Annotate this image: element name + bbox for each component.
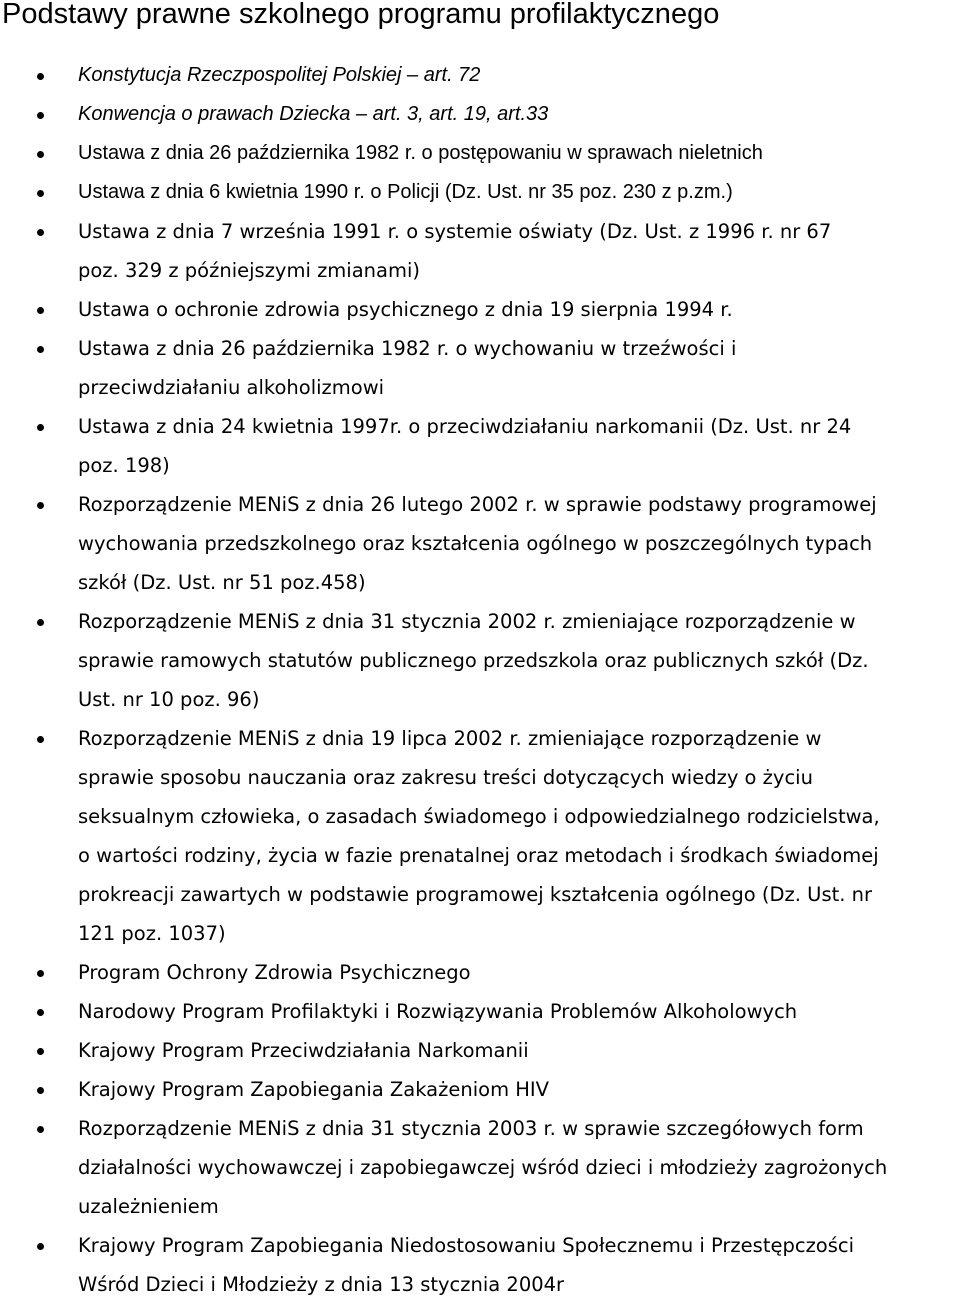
list-item-line: Ustawa z dnia 7 września 1991 r. o systemie oświaty (Dz. Ust. z 1996 r. nr 67 [78,220,832,243]
list-item [0,1070,960,1109]
list-item-line: Ustawa z dnia 24 kwietnia 1997r. o przeciwdziałaniu narkomanii (Dz. Ust. nr 24 [78,415,852,438]
bullet-icon [37,1243,44,1250]
list-item-line: Program Ochrony Zdrowia Psychicznego [78,961,471,984]
list-item [0,56,960,95]
bullet-icon [37,1087,44,1094]
list-item-line: przeciwdziałaniu alkoholizmowi [78,376,385,399]
bullet-icon [37,970,44,977]
bullet-icon [37,307,44,314]
list-item-line: Narodowy Program Profilaktyki i Rozwiązywania Problemów Alkoholowych [78,1000,798,1023]
bullet-icon [37,190,44,197]
list-item-line: seksualnym człowieka, o zasadach świadomego i odpowiedzialnego rodzicielstwa, [78,805,880,828]
bullet-icon [37,151,44,158]
list-item-line: poz. 329 z późniejszymi zmianami) [78,259,421,282]
list-item-line: Krajowy Program Przeciwdziałania Narkomanii [78,1039,529,1062]
bullet-icon [37,736,44,743]
list-item-line: Konstytucja Rzeczpospolitej Polskiej – art. 72 [78,64,481,86]
list-item-line: Rozporządzenie MENiS z dnia 31 stycznia 2003 r. w sprawie szczegółowych form [78,1117,864,1140]
bullet-icon [37,1009,44,1016]
list-item [0,407,960,485]
bullet-icon [37,73,44,80]
list-item [0,290,960,329]
list-item-line: szkół (Dz. Ust. nr 51 poz.458) [78,571,366,594]
list-item-line: sprawie ramowych statutów publicznego przedszkola oraz publicznych szkół (Dz. [78,649,869,672]
list-item [0,485,960,602]
list-item-line: Ustawa o ochronie zdrowia psychicznego z dnia 19 sierpnia 1994 r. [78,298,733,321]
list-item [0,719,960,953]
list-item [0,1109,960,1226]
list-item-line: poz. 198) [78,454,170,477]
list-item-line: Konwencja o prawach Dziecka – art. 3, art. 19, art.33 [78,103,549,125]
list-item-line: uzależnieniem [78,1195,219,1218]
list-item [0,134,960,173]
list-item [0,602,960,719]
bullet-icon [37,1126,44,1133]
list-item-line: działalności wychowawczej i zapobiegawczej wśród dzieci i młodzieży zagrożonych [78,1156,888,1179]
list-item-line: Ustawa z dnia 26 października 1982 r. o wychowaniu w trzeźwości i [78,337,737,360]
list-item-line: Krajowy Program Zapobiegania Niedostosowaniu Społecznemu i Przestępczości [78,1234,855,1257]
bullet-icon [37,112,44,119]
list-item [0,212,960,290]
list-item [0,329,960,407]
list-item-line: Krajowy Program Zapobiegania Zakażeniom HIV [78,1078,550,1101]
list-item [0,1226,960,1304]
list-item [0,173,960,212]
bullet-icon [37,619,44,626]
list-item-line: Ust. nr 10 poz. 96) [78,688,260,711]
page-title: Podstawy prawne szkolnego programu profilaktycznego [2,0,720,30]
list-item-line: sprawie sposobu nauczania oraz zakresu treści dotyczących wiedzy o życiu [78,766,813,789]
list-item-line: Rozporządzenie MENiS z dnia 19 lipca 2002 r. zmieniające rozporządzenie w [78,727,822,750]
list-item-line: Ustawa z dnia 6 kwietnia 1990 r. o Policji (Dz. Ust. nr 35 poz. 230 z p.zm.) [78,181,733,203]
list-item [0,1031,960,1070]
list-item [0,953,960,992]
list-item-line: Ustawa z dnia 26 października 1982 r. o postępowaniu w sprawach nieletnich [78,142,763,164]
bullet-icon [37,346,44,353]
list-item-line: 121 poz. 1037) [78,922,226,945]
list-item-line: o wartości rodziny, życia w fazie prenatalnej oraz metodach i środkach świadomej [78,844,879,867]
bullet-icon [37,229,44,236]
legal-basis-list [0,56,960,1304]
list-item-line: Rozporządzenie MENiS z dnia 31 stycznia 2002 r. zmieniające rozporządzenie w [78,610,856,633]
bullet-icon [37,502,44,509]
list-item-line: Wśród Dzieci i Młodzieży z dnia 13 stycznia 2004r [78,1273,565,1296]
list-item-line: prokreacji zawartych w podstawie programowej kształcenia ogólnego (Dz. Ust. nr [78,883,873,906]
list-item [0,992,960,1031]
bullet-icon [37,1048,44,1055]
list-item [0,95,960,134]
bullet-icon [37,424,44,431]
list-item-line: wychowania przedszkolnego oraz kształcenia ogólnego w poszczególnych typach [78,532,873,555]
list-item-line: Rozporządzenie MENiS z dnia 26 lutego 2002 r. w sprawie podstawy programowej [78,493,877,516]
